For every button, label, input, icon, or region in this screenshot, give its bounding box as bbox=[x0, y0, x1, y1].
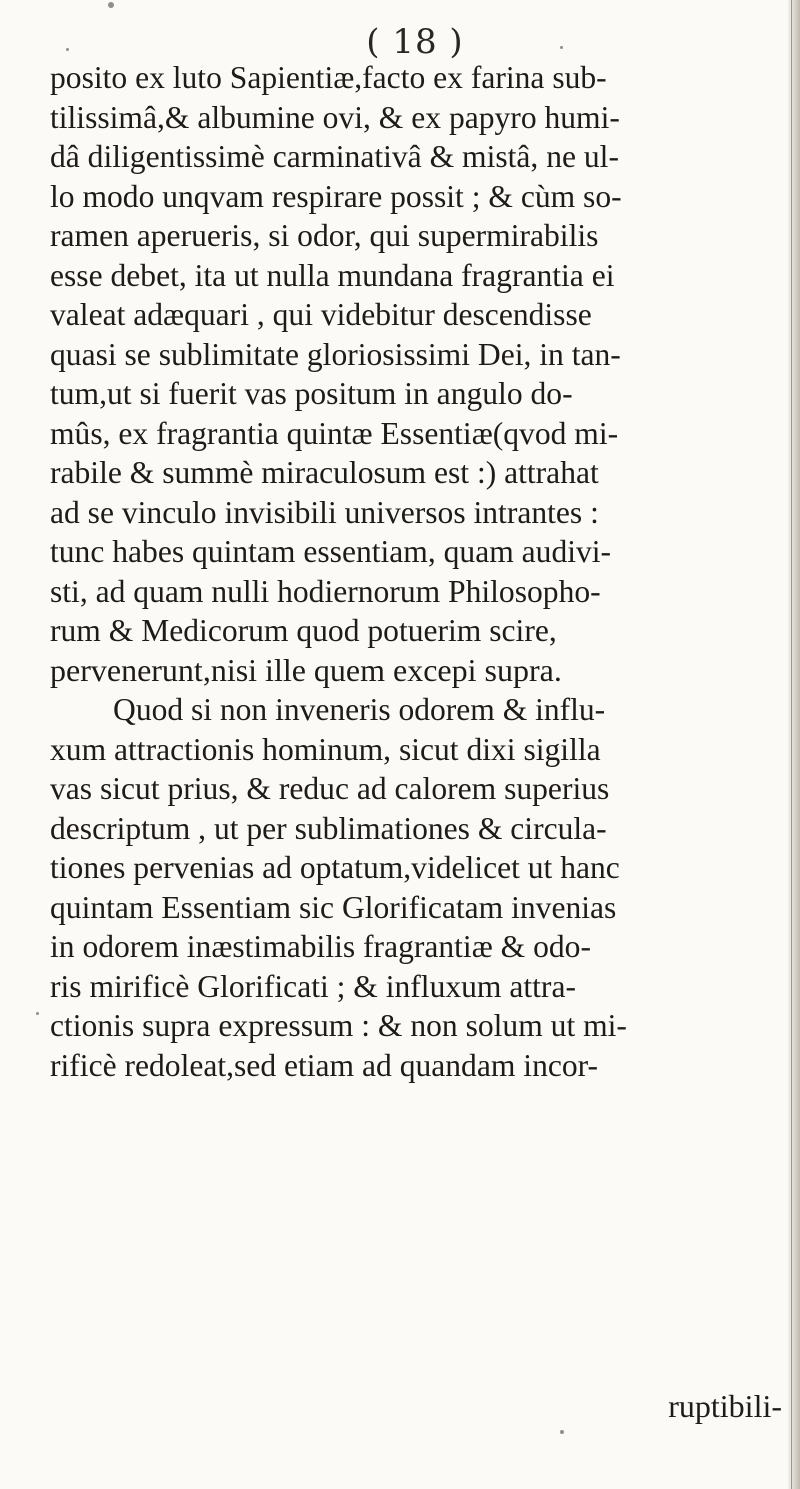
ink-speck bbox=[560, 1430, 564, 1434]
text-line: sti, ad quam nulli hodiernorum Philosopho- bbox=[50, 572, 601, 609]
text-line: quasi se sublimitate gloriosissimi Dei, in tan- bbox=[50, 335, 621, 372]
catchword: ruptibili- bbox=[668, 1388, 782, 1424]
text-line: in odorem inæstimabilis fragrantiæ & odo- bbox=[50, 928, 591, 964]
text-line: Quod si non inveneris odorem & influ- bbox=[113, 691, 606, 727]
page-edge-line bbox=[791, 0, 792, 1489]
ink-speck bbox=[66, 48, 69, 51]
ink-speck bbox=[36, 1012, 39, 1015]
text-line: vas sicut prius, & reduc ad calorem superius bbox=[50, 770, 610, 806]
text-line: valeat adæquari , qui videbitur descendisse bbox=[50, 296, 592, 332]
text-line: rabile & summè miraculosum est :) attrahat bbox=[50, 454, 599, 490]
text-line: descriptum , ut per sublimationes & circula- bbox=[50, 809, 607, 846]
body-text bbox=[50, 58, 790, 1085]
text-line: dâ diligentissimè carminativâ & mistâ, ne ul- bbox=[50, 138, 619, 174]
text-line: mûs, ex fragrantia quintæ Essentiæ(qvod mi- bbox=[50, 414, 619, 451]
text-line: tunc habes quintam essentiam, quam audivi- bbox=[50, 533, 612, 569]
text-line: tilissimâ,& albumine ovi, & ex papyro humi- bbox=[50, 98, 620, 135]
text-line: ctionis supra expressum : & non solum ut mi- bbox=[50, 1007, 627, 1043]
text-line: tiones pervenias ad optatum,videlicet ut hanc bbox=[50, 849, 620, 885]
text-line: xum attractionis hominum, sicut dixi sigilla bbox=[50, 730, 601, 767]
page-number: ( 18 ) bbox=[366, 22, 464, 62]
text-line: lo modo unqvam respirare possit ; & cùm so- bbox=[50, 177, 622, 214]
text-line: rificè redoleat,sed etiam ad quandam incor- bbox=[50, 1046, 599, 1083]
ink-speck bbox=[560, 46, 563, 49]
text-line: pervenerunt,nisi ille quem excepi supra. bbox=[50, 651, 562, 688]
text-line: ris mirificè Glorificati ; & influxum attra- bbox=[50, 967, 576, 1004]
text-line: quintam Essentiam sic Glorificatam invenias bbox=[50, 888, 617, 925]
text-line: esse debet, ita ut nulla mundana fragrantia ei bbox=[50, 256, 615, 293]
text-line: posito ex luto Sapientiæ,facto ex farina sub- bbox=[50, 59, 607, 95]
text-line: ad se vinculo invisibili universos intrantes : bbox=[50, 493, 599, 530]
text-line: ramen aperueris, si odor, qui supermirabilis bbox=[50, 217, 599, 253]
text-line: rum & Medicorum quod potuerim scire, bbox=[50, 612, 557, 648]
ink-speck bbox=[108, 2, 114, 8]
text-line: tum,ut si fuerit vas positum in angulo do- bbox=[50, 375, 573, 411]
